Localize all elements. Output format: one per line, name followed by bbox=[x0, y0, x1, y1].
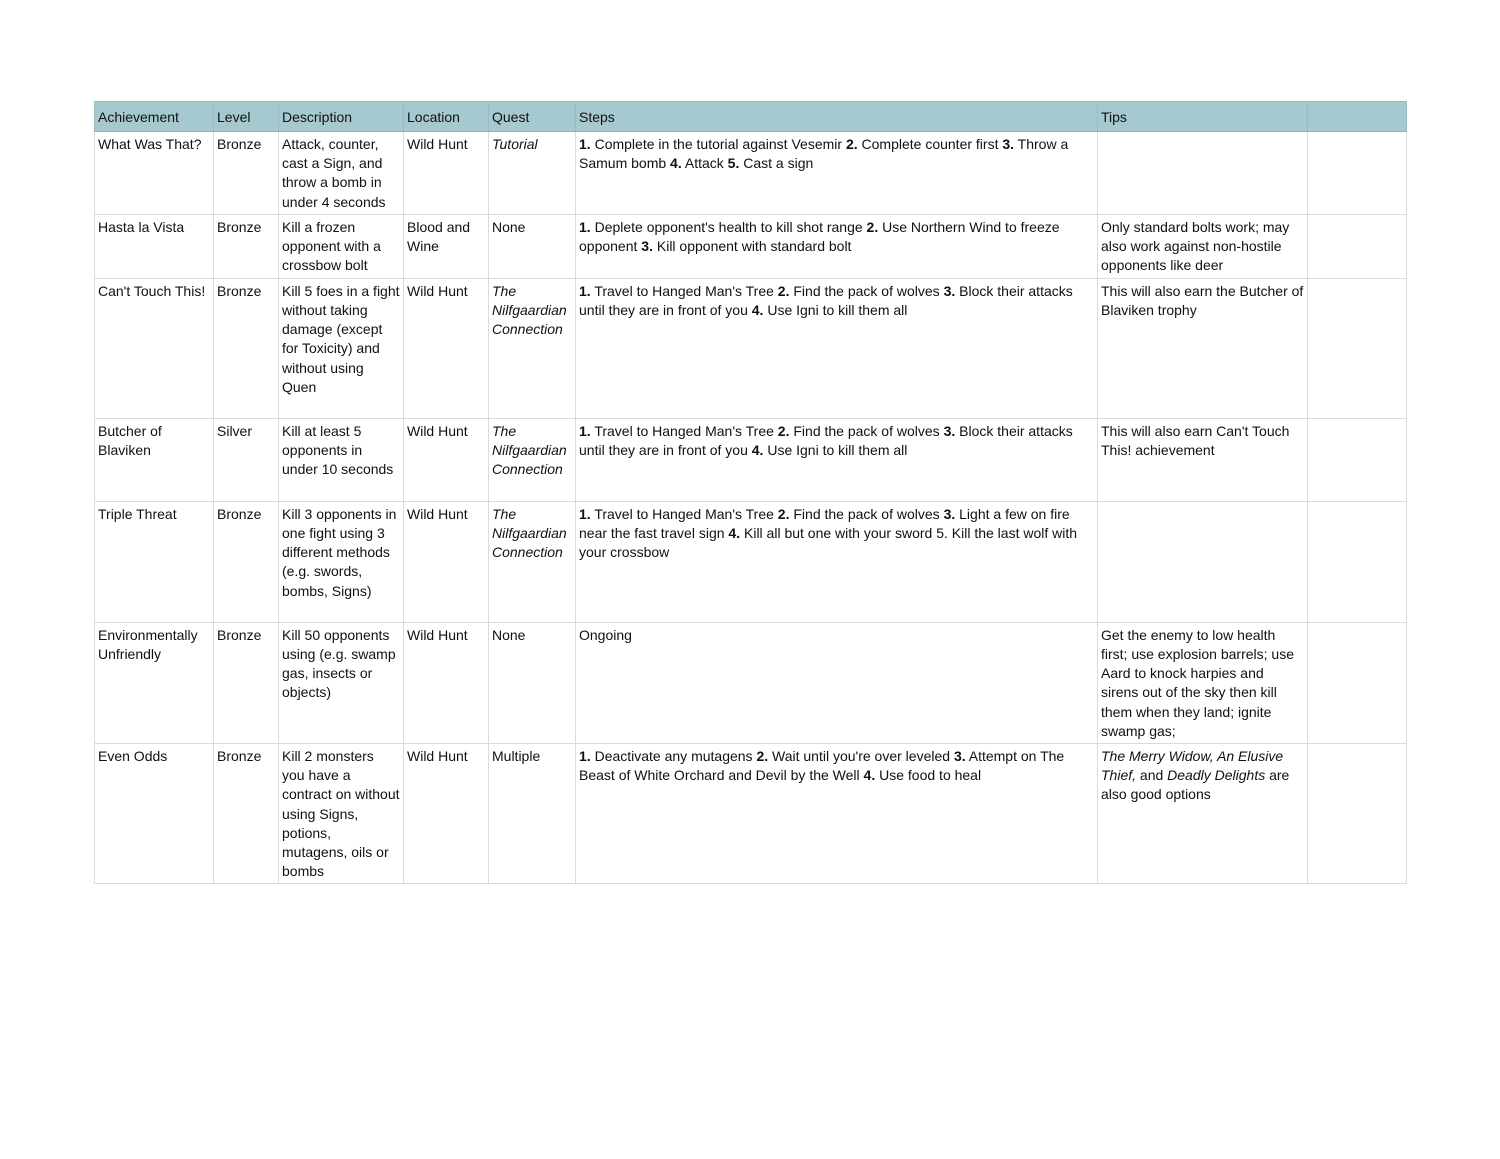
step-item bbox=[579, 506, 778, 522]
cell-level: Bronze bbox=[214, 132, 279, 215]
cell-achievement: Even Odds bbox=[95, 744, 214, 884]
step-item bbox=[778, 283, 944, 299]
step-number: 1. bbox=[579, 422, 591, 439]
step-number: 4. bbox=[863, 767, 876, 784]
step-number: 3. bbox=[641, 238, 653, 255]
quest-text: None bbox=[492, 626, 526, 643]
step-number: 1. bbox=[579, 136, 591, 152]
cell-tips bbox=[1098, 132, 1308, 215]
cell-extra bbox=[1308, 622, 1407, 743]
step-text: Complete in the tutorial against Vesemir bbox=[590, 136, 846, 152]
step-item bbox=[579, 136, 846, 152]
achievements-sheet bbox=[94, 101, 1406, 884]
step-number: 2. bbox=[845, 136, 858, 152]
step-number: 3. bbox=[943, 505, 956, 522]
cell-quest bbox=[489, 278, 576, 418]
cell-achievement: What Was That? bbox=[95, 132, 214, 215]
table-row bbox=[95, 744, 1407, 884]
tip-text: This will also earn the Butcher of Blaviken trophy bbox=[1101, 282, 1304, 319]
tip-text: This will also earn Can't Touch This! achievement bbox=[1101, 422, 1290, 459]
cell-location: Wild Hunt bbox=[404, 132, 489, 215]
cell-quest bbox=[489, 622, 576, 743]
cell-level: Bronze bbox=[214, 622, 279, 743]
step-number: 3. bbox=[953, 748, 966, 765]
step-text: Cast a sign bbox=[739, 155, 814, 172]
step-item bbox=[579, 283, 778, 299]
quest-text: Multiple bbox=[492, 748, 541, 765]
cell-description: Kill 2 monsters you have a contract on without using Signs, potions, mutagens, oils or bombs bbox=[279, 744, 404, 884]
quest-text: Tutorial bbox=[492, 136, 538, 152]
cell-achievement: Hasta la Vista bbox=[95, 214, 214, 278]
step-text: Find the pack of wolves bbox=[789, 422, 944, 439]
step-item bbox=[846, 136, 1002, 152]
step-item bbox=[864, 767, 982, 783]
step-number: 4. bbox=[670, 155, 682, 172]
step-item bbox=[752, 302, 908, 318]
cell-quest bbox=[489, 418, 576, 501]
step-item bbox=[579, 748, 756, 764]
cell-description: Kill at least 5 opponents in under 10 seconds bbox=[279, 418, 404, 501]
cell-quest bbox=[489, 132, 576, 215]
cell-level: Bronze bbox=[214, 278, 279, 418]
tip-text: are also good options bbox=[1101, 767, 1290, 803]
cell-tips bbox=[1098, 214, 1308, 278]
cell-description: Attack, counter, cast a Sign, and throw a bomb in under 4 seconds bbox=[279, 132, 404, 215]
step-number: 1. bbox=[579, 505, 591, 522]
cell-tips bbox=[1098, 622, 1308, 743]
quest-text: The Nilfgaardian Connection bbox=[492, 422, 567, 478]
table-row bbox=[95, 214, 1407, 278]
step-text: Use food to heal bbox=[875, 767, 982, 784]
step-text: Block their attacks until they are in front of you bbox=[579, 282, 1073, 319]
step-text: Kill all but one with your sword 5. Kill the last wolf with your crossbow bbox=[579, 525, 1078, 561]
step-text: Block their attacks until they are in front of you bbox=[579, 422, 1073, 459]
step-text: Travel to Hanged Man's Tree bbox=[590, 422, 778, 439]
cell-quest bbox=[489, 214, 576, 278]
tip-text: The Merry Widow, An Elusive Thief, bbox=[1101, 748, 1284, 784]
step-item bbox=[778, 506, 944, 522]
step-item bbox=[752, 442, 908, 458]
cell-description: Kill a frozen opponent with a crossbow bolt bbox=[279, 214, 404, 278]
table-row bbox=[95, 622, 1407, 743]
step-text: Deactivate any mutagens bbox=[590, 748, 757, 765]
table-row bbox=[95, 501, 1407, 622]
step-number: 2. bbox=[756, 748, 769, 765]
step-text: Travel to Hanged Man's Tree bbox=[590, 505, 778, 522]
step-item bbox=[756, 748, 953, 764]
step-number: 2. bbox=[777, 282, 790, 299]
cell-location: Wild Hunt bbox=[404, 501, 489, 622]
cell-achievement: Triple Threat bbox=[95, 501, 214, 622]
cell-location: Blood and Wine bbox=[404, 214, 489, 278]
header-description: Description bbox=[279, 102, 404, 132]
step-text: Find the pack of wolves bbox=[789, 505, 944, 522]
cell-quest bbox=[489, 744, 576, 884]
tip-text: Deadly Delights bbox=[1167, 767, 1266, 784]
tip-text: and bbox=[1136, 767, 1168, 784]
cell-extra bbox=[1308, 744, 1407, 884]
cell-description: Kill 50 opponents using (e.g. swamp gas, insects or objects) bbox=[279, 622, 404, 743]
tip-text: Only standard bolts work; may also work against non-hostile opponents like deer bbox=[1101, 218, 1290, 274]
step-text: Attempt on The Beast of White Orchard and Devil by the Well bbox=[579, 748, 1065, 784]
cell-tips bbox=[1098, 418, 1308, 501]
cell-steps bbox=[576, 501, 1098, 622]
step-number: 3. bbox=[1002, 136, 1015, 152]
cell-extra bbox=[1308, 501, 1407, 622]
cell-extra bbox=[1308, 278, 1407, 418]
header-extra bbox=[1308, 102, 1407, 132]
step-text: Attack bbox=[681, 155, 728, 172]
cell-location: Wild Hunt bbox=[404, 278, 489, 418]
step-text: Complete counter first bbox=[857, 136, 1003, 152]
cell-achievement: Environmentally Unfriendly bbox=[95, 622, 214, 743]
step-text: Use Northern Wind to freeze opponent bbox=[579, 218, 1060, 255]
step-text: Wait until you're over leveled bbox=[768, 748, 954, 765]
cell-level: Silver bbox=[214, 418, 279, 501]
step-text: Throw a Samum bomb bbox=[579, 136, 1069, 172]
quest-text: The Nilfgaardian Connection bbox=[492, 282, 567, 338]
step-number: 3. bbox=[943, 282, 956, 299]
table-row bbox=[95, 132, 1407, 215]
header-tips: Tips bbox=[1098, 102, 1308, 132]
step-text: Ongoing bbox=[579, 626, 632, 643]
quest-text: The Nilfgaardian Connection bbox=[492, 505, 567, 561]
tip-text: Get the enemy to low health first; use explosion barrels; use Aard to knock harpies and sirens out of the sky then kill them when they land; ignite swamp gas; bbox=[1101, 626, 1294, 739]
step-number: 4. bbox=[728, 525, 741, 542]
step-number: 1. bbox=[579, 282, 591, 299]
cell-steps bbox=[576, 132, 1098, 215]
step-text: Kill opponent with standard bolt bbox=[652, 238, 852, 255]
cell-level: Bronze bbox=[214, 214, 279, 278]
cell-steps bbox=[576, 744, 1098, 884]
cell-description: Kill 5 foes in a fight without taking damage (except for Toxicity) and without using Quen bbox=[279, 278, 404, 418]
step-item bbox=[778, 423, 944, 439]
cell-steps bbox=[576, 622, 1098, 743]
step-number: 4. bbox=[751, 442, 764, 459]
step-text: Travel to Hanged Man's Tree bbox=[590, 282, 778, 299]
step-item bbox=[579, 423, 778, 439]
step-text: Light a few on fire near the fast travel sign bbox=[579, 505, 1070, 542]
step-number: 4. bbox=[751, 302, 764, 319]
step-item bbox=[579, 219, 867, 235]
step-item bbox=[579, 627, 632, 643]
cell-tips bbox=[1098, 501, 1308, 622]
cell-location: Wild Hunt bbox=[404, 622, 489, 743]
cell-extra bbox=[1308, 418, 1407, 501]
step-number: 2. bbox=[866, 218, 879, 235]
step-number: 1. bbox=[579, 218, 591, 235]
cell-achievement: Can't Touch This! bbox=[95, 278, 214, 418]
cell-quest bbox=[489, 501, 576, 622]
cell-steps bbox=[576, 214, 1098, 278]
header-quest: Quest bbox=[489, 102, 576, 132]
header-level: Level bbox=[214, 102, 279, 132]
step-number: 1. bbox=[579, 748, 591, 765]
cell-steps bbox=[576, 278, 1098, 418]
step-item bbox=[641, 238, 851, 254]
cell-extra bbox=[1308, 214, 1407, 278]
cell-steps bbox=[576, 418, 1098, 501]
cell-description: Kill 3 opponents in one fight using 3 different methods (e.g. swords, bombs, Signs) bbox=[279, 501, 404, 622]
step-text: Find the pack of wolves bbox=[789, 282, 944, 299]
cell-achievement: Butcher of Blaviken bbox=[95, 418, 214, 501]
cell-tips bbox=[1098, 744, 1308, 884]
cell-tips bbox=[1098, 278, 1308, 418]
step-text: Use Igni to kill them all bbox=[763, 442, 908, 459]
step-number: 2. bbox=[777, 505, 790, 522]
header-steps: Steps bbox=[576, 102, 1098, 132]
header-achievement: Achievement bbox=[95, 102, 214, 132]
header-row bbox=[95, 102, 1407, 132]
step-item bbox=[728, 155, 814, 171]
cell-level: Bronze bbox=[214, 744, 279, 884]
cell-location: Wild Hunt bbox=[404, 744, 489, 884]
cell-location: Wild Hunt bbox=[404, 418, 489, 501]
quest-text: None bbox=[492, 218, 526, 235]
cell-extra bbox=[1308, 132, 1407, 215]
step-text: Use Igni to kill them all bbox=[763, 302, 908, 319]
step-number: 3. bbox=[943, 422, 956, 439]
step-item bbox=[670, 155, 728, 171]
step-number: 5. bbox=[727, 155, 740, 172]
table-row bbox=[95, 278, 1407, 418]
table-row bbox=[95, 418, 1407, 501]
step-text: Deplete opponent's health to kill shot range bbox=[590, 218, 867, 235]
step-number: 2. bbox=[777, 422, 790, 439]
header-location: Location bbox=[404, 102, 489, 132]
cell-level: Bronze bbox=[214, 501, 279, 622]
achievements-table bbox=[94, 101, 1407, 884]
